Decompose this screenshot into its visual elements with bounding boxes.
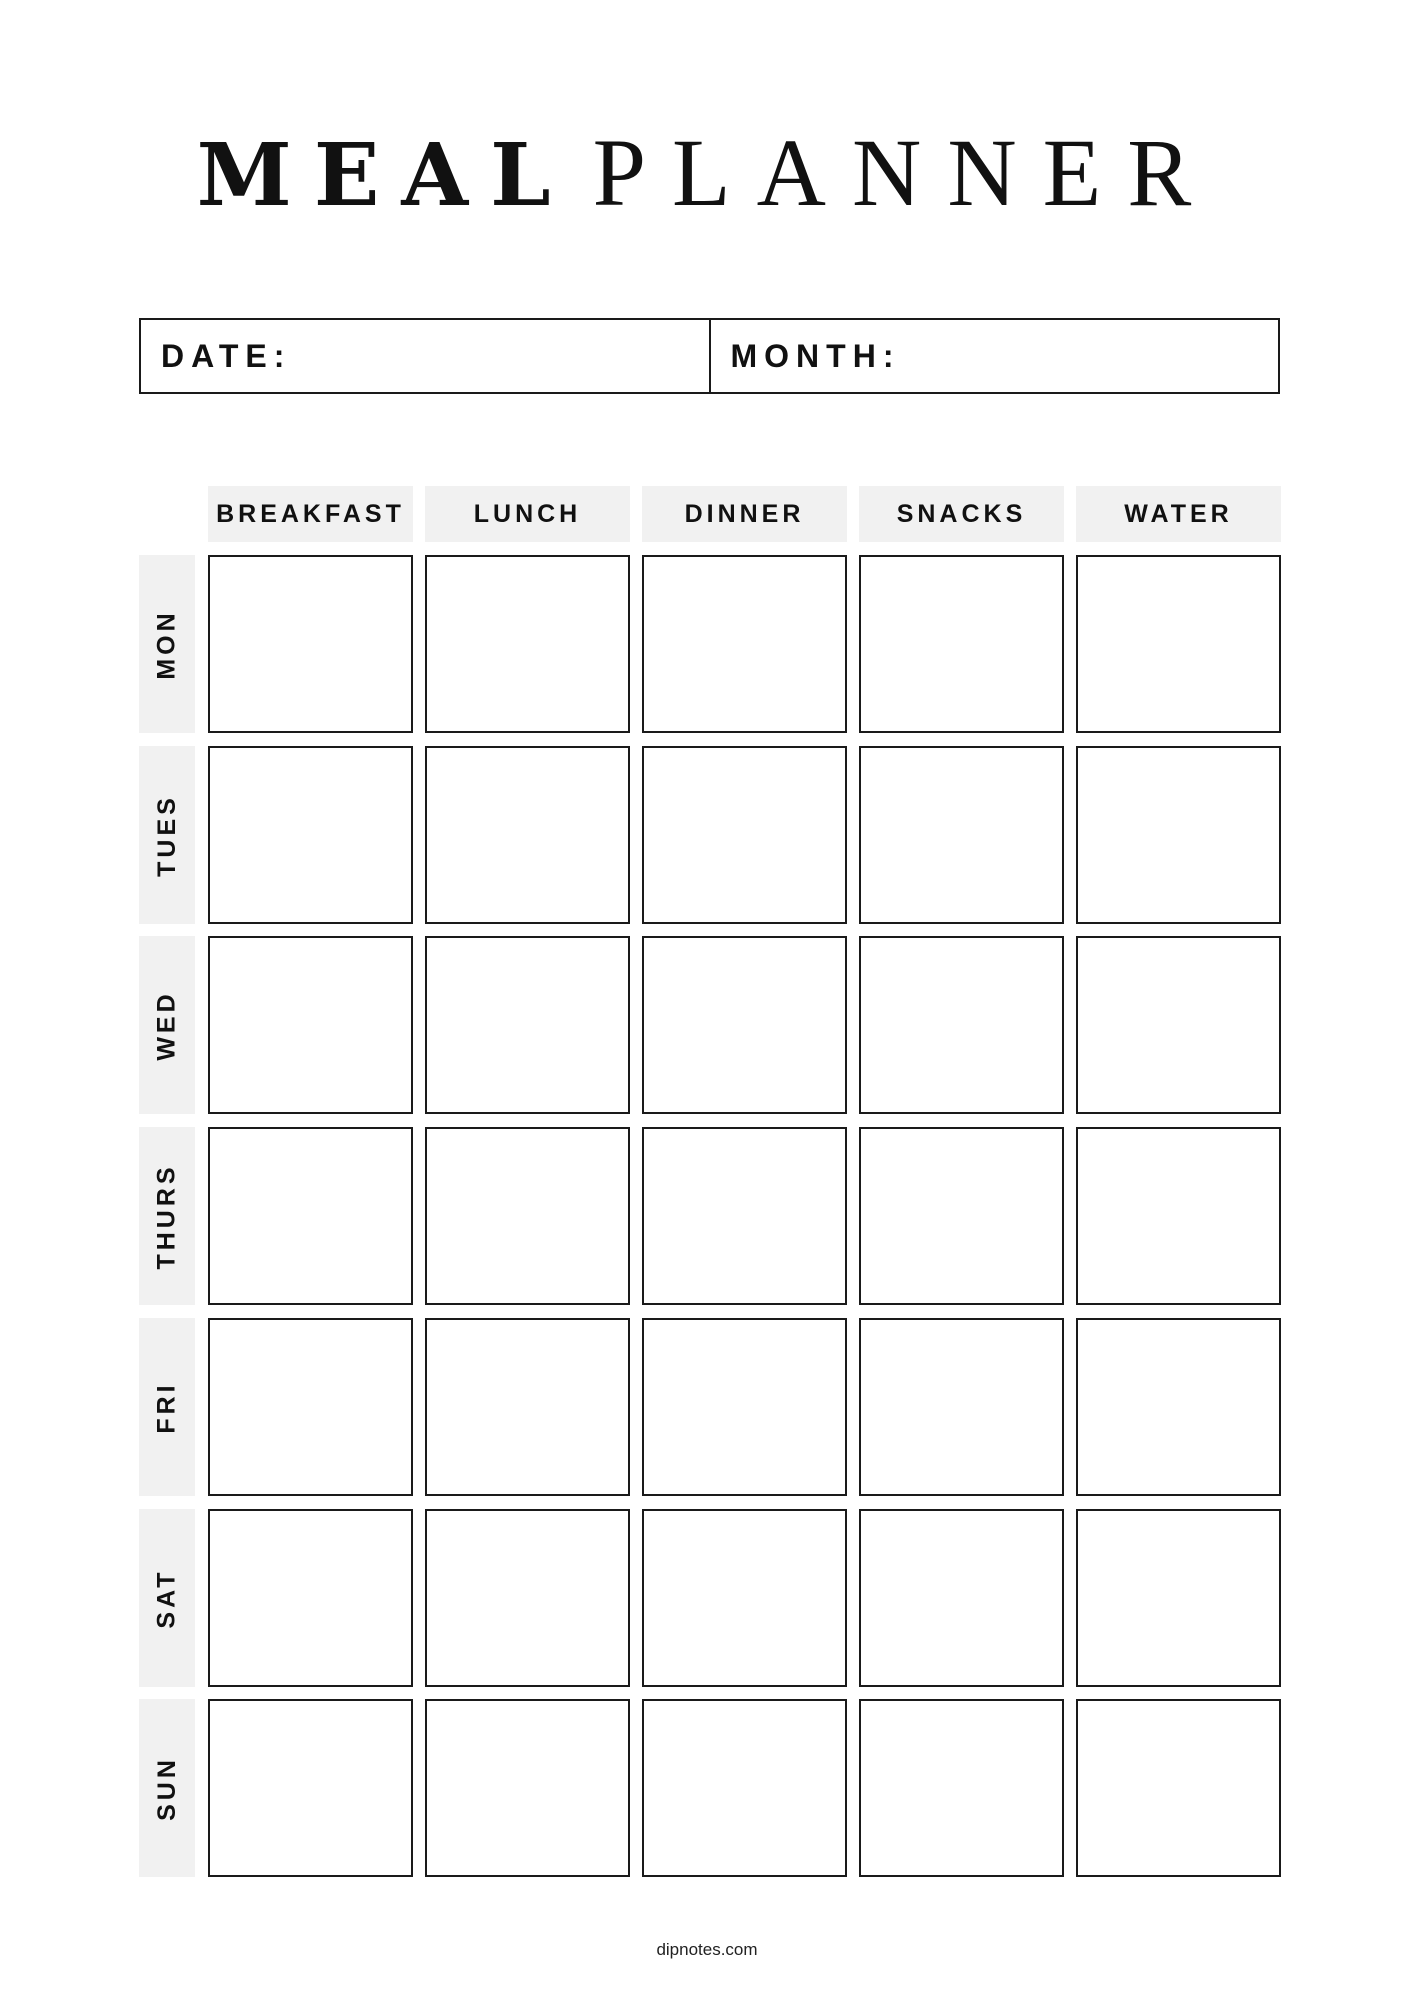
cell-sun-water[interactable] [1076, 1699, 1281, 1877]
cell-fri-lunch[interactable] [425, 1318, 630, 1496]
cell-sun-snacks[interactable] [859, 1699, 1064, 1877]
cell-wed-water[interactable] [1076, 936, 1281, 1114]
cell-sat-breakfast[interactable] [208, 1509, 413, 1687]
cell-tues-water[interactable] [1076, 746, 1281, 924]
cell-wed-lunch[interactable] [425, 936, 630, 1114]
row-label-wed [139, 936, 195, 1114]
column-header-breakfast: BREAKFAST [208, 486, 413, 542]
day-label: WED [152, 989, 181, 1061]
title-meal: MEAL [196, 125, 573, 226]
row-label-sun [139, 1699, 195, 1877]
cell-sat-water[interactable] [1076, 1509, 1281, 1687]
day-label: THURS [152, 1162, 181, 1270]
row-label-sat [139, 1509, 195, 1687]
cell-thurs-lunch[interactable] [425, 1127, 630, 1305]
cell-fri-water[interactable] [1076, 1318, 1281, 1496]
cell-sat-snacks[interactable] [859, 1509, 1064, 1687]
column-header-water: WATER [1076, 486, 1281, 542]
cell-sat-dinner[interactable] [642, 1509, 847, 1687]
cell-mon-water[interactable] [1076, 555, 1281, 733]
cell-thurs-breakfast[interactable] [208, 1127, 413, 1305]
month-field[interactable] [709, 320, 1279, 392]
cell-thurs-water[interactable] [1076, 1127, 1281, 1305]
cell-fri-snacks[interactable] [859, 1318, 1064, 1496]
cell-mon-lunch[interactable] [425, 555, 630, 733]
row-label-thurs [139, 1127, 195, 1305]
date-label: DATE: [161, 337, 292, 374]
cell-wed-breakfast[interactable] [208, 936, 413, 1114]
cell-thurs-snacks[interactable] [859, 1127, 1064, 1305]
date-month-box [139, 318, 1280, 394]
cell-sun-breakfast[interactable] [208, 1699, 413, 1877]
day-label: MON [152, 608, 181, 680]
cell-sun-dinner[interactable] [642, 1699, 847, 1877]
cell-fri-breakfast[interactable] [208, 1318, 413, 1496]
cell-wed-snacks[interactable] [859, 936, 1064, 1114]
cell-fri-dinner[interactable] [642, 1318, 847, 1496]
cell-tues-snacks[interactable] [859, 746, 1064, 924]
cell-tues-breakfast[interactable] [208, 746, 413, 924]
date-field[interactable] [141, 320, 709, 392]
cell-mon-dinner[interactable] [642, 555, 847, 733]
cell-tues-dinner[interactable] [642, 746, 847, 924]
cell-tues-lunch[interactable] [425, 746, 630, 924]
cell-mon-snacks[interactable] [859, 555, 1064, 733]
footer-site: dipnotes.com [656, 1940, 758, 1959]
row-label-tues [139, 746, 195, 924]
day-label: FRI [152, 1380, 181, 1434]
row-label-fri [139, 1318, 195, 1496]
day-label: SAT [152, 1567, 181, 1629]
column-header-snacks: SNACKS [859, 486, 1064, 542]
column-header-lunch: LUNCH [425, 486, 630, 542]
cell-sun-lunch[interactable] [425, 1699, 630, 1877]
day-label: SUN [152, 1755, 181, 1821]
column-header-dinner: DINNER [642, 486, 847, 542]
page-title [0, 118, 1414, 228]
cell-sat-lunch[interactable] [425, 1509, 630, 1687]
cell-wed-dinner[interactable] [642, 936, 847, 1114]
row-label-mon [139, 555, 195, 733]
cell-mon-breakfast[interactable] [208, 555, 413, 733]
title-planner: PLANNER [592, 119, 1218, 226]
month-label: MONTH: [730, 337, 901, 374]
cell-thurs-dinner[interactable] [642, 1127, 847, 1305]
day-label: TUES [152, 793, 181, 877]
